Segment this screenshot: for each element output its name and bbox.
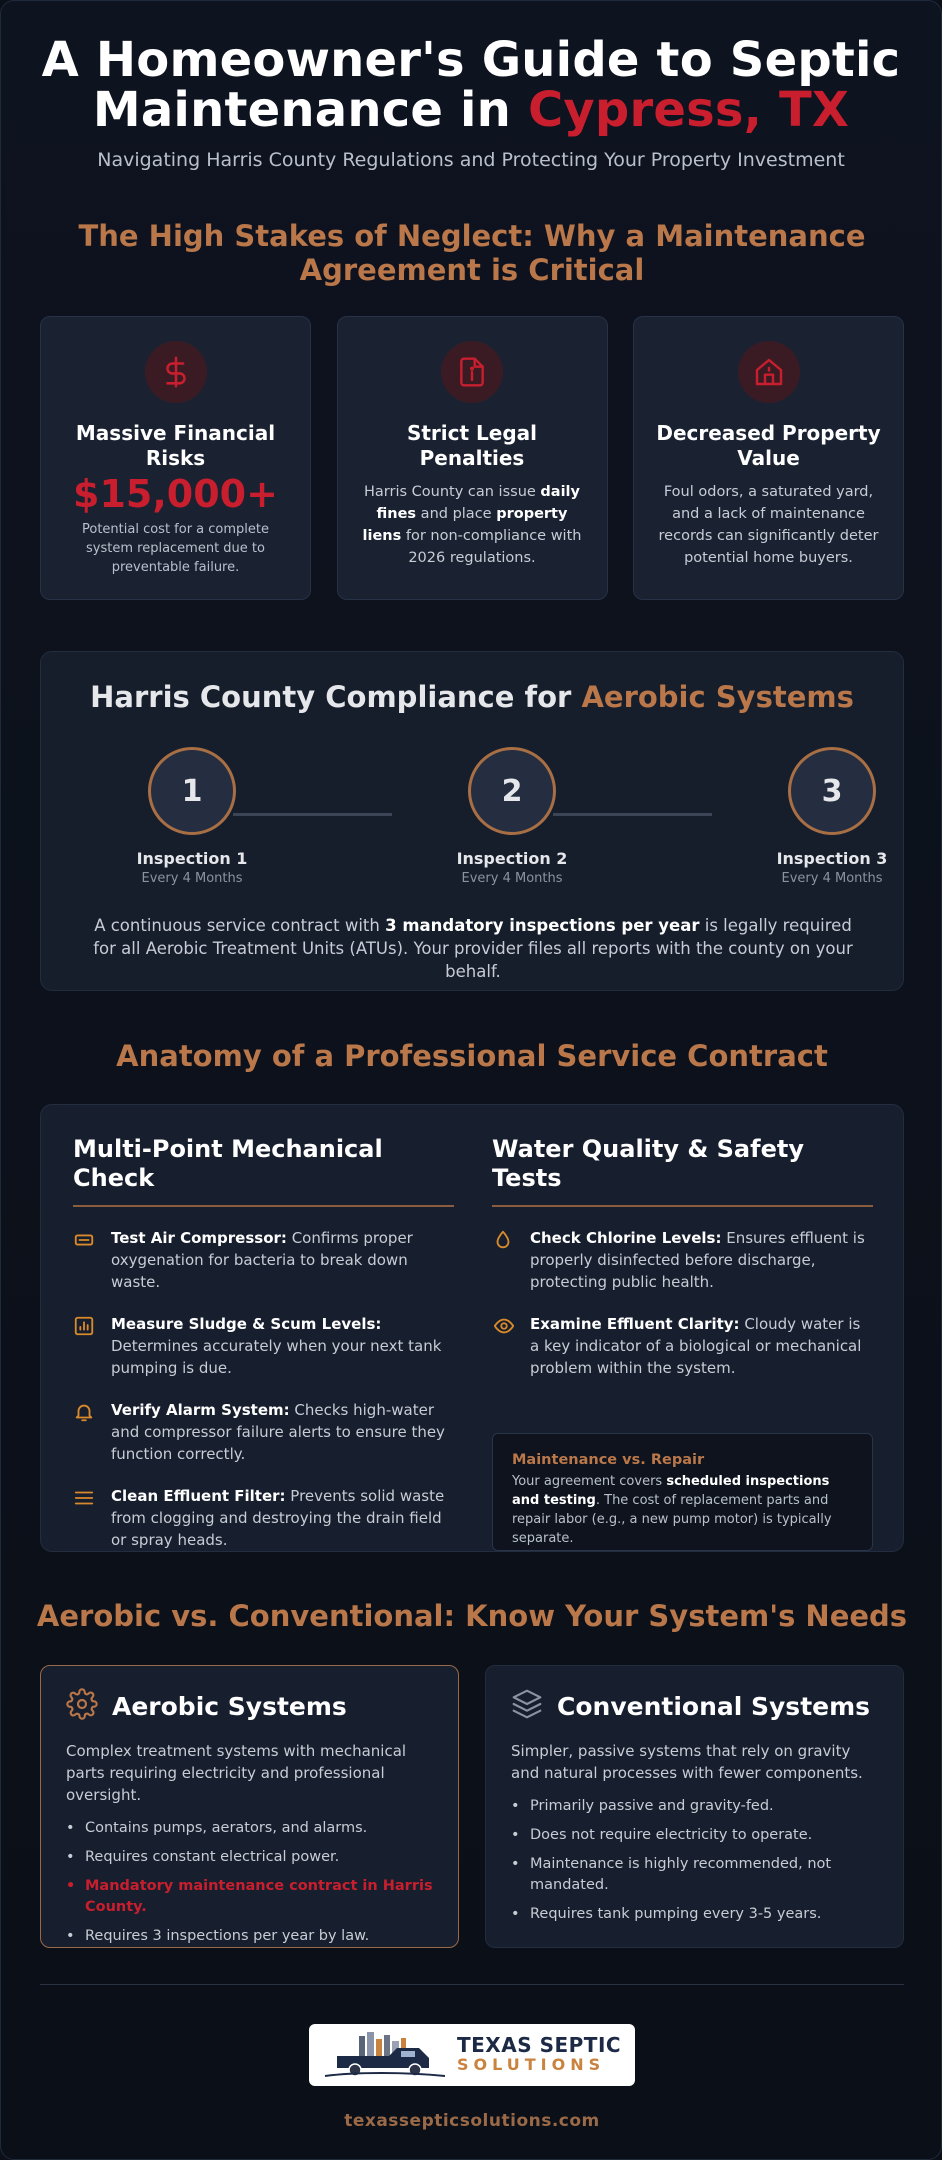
card-text: Harris County can issue daily fines and place property liens for non-compliance with 2026 regulations. bbox=[362, 484, 582, 566]
service-contract-panel bbox=[40, 1104, 904, 1552]
filter-icon bbox=[73, 1485, 111, 1551]
inspection-step bbox=[422, 747, 602, 886]
step-frequency: Every 4 Months bbox=[461, 871, 563, 886]
list-item: • Primarily passive and gravity-fed. bbox=[511, 1796, 878, 1817]
card-title: Conventional Systems bbox=[557, 1691, 871, 1721]
stakes-cards bbox=[40, 316, 904, 600]
card-title: Decreased Property Value bbox=[656, 421, 881, 470]
list-item: • Requires constant electrical power. bbox=[66, 1847, 433, 1868]
title-line-2: Maintenance in bbox=[92, 82, 512, 138]
bar-chart-icon bbox=[73, 1313, 111, 1379]
list-item: Measure Sludge & Scum Levels: Determines accurately when your next tank pumping is due. bbox=[73, 1313, 454, 1379]
page-title bbox=[1, 32, 941, 138]
column-heading: Water Quality & Safety Tests bbox=[492, 1135, 873, 1207]
list-item: • Maintenance is highly recommended, not mandated. bbox=[511, 1854, 878, 1896]
step-number: 3 bbox=[788, 747, 876, 835]
title-location: Cypress, TX bbox=[527, 82, 850, 138]
droplet-icon bbox=[492, 1227, 530, 1293]
logo-text-primary: TEXAS SEPTIC bbox=[457, 2033, 622, 2057]
conventional-systems-card bbox=[485, 1665, 904, 1948]
step-frequency: Every 4 Months bbox=[781, 871, 883, 886]
aerobic-systems-card bbox=[40, 1665, 459, 1948]
compliance-panel bbox=[40, 651, 904, 991]
list-item: Examine Effluent Clarity: Cloudy water is a key indicator of a biological or mechanical problem within the system. bbox=[492, 1313, 873, 1379]
card-title: Strict Legal Penalties bbox=[406, 421, 538, 470]
stakes-title: The High Stakes of Neglect: Why a Maintenance Agreement is Critical bbox=[78, 219, 866, 287]
maintenance-vs-repair-note bbox=[492, 1433, 873, 1551]
list-item: • Requires tank pumping every 3-5 years. bbox=[511, 1904, 878, 1925]
system-comparison bbox=[40, 1665, 904, 1948]
company-logo bbox=[309, 2024, 635, 2086]
anatomy-title: Anatomy of a Professional Service Contract bbox=[116, 1039, 828, 1073]
website-link[interactable]: texassepticsolutions.com bbox=[344, 2111, 600, 2131]
eye-icon bbox=[492, 1313, 530, 1379]
column-heading: Multi-Point Mechanical Check bbox=[73, 1135, 454, 1207]
title-line-1: A Homeowner's Guide to Septic bbox=[41, 32, 901, 88]
step-label: Inspection 1 bbox=[136, 849, 248, 868]
step-frequency: Every 4 Months bbox=[141, 871, 243, 886]
list-item: • Does not require electricity to operate. bbox=[511, 1825, 878, 1846]
gear-icon bbox=[66, 1688, 98, 1724]
house-icon bbox=[738, 341, 800, 403]
timeline-connector bbox=[553, 813, 712, 816]
list-item: Verify Alarm System: Checks high-water and compressor failure alerts to ensure they function correctly. bbox=[73, 1399, 454, 1465]
step-number: 1 bbox=[148, 747, 236, 835]
card-text: Potential cost for a complete system replacement due to preventable failure. bbox=[81, 522, 269, 575]
inspection-step bbox=[742, 747, 922, 886]
card-text: Foul odors, a saturated yard, and a lack of maintenance records can significantly deter potential home buyers. bbox=[658, 484, 879, 566]
logo-truck-icon bbox=[321, 2030, 449, 2080]
compressor-icon bbox=[73, 1227, 111, 1293]
bell-icon bbox=[73, 1399, 111, 1465]
cost-figure: $15,000+ bbox=[73, 472, 278, 516]
conventional-bullets bbox=[511, 1796, 878, 1925]
page-subtitle: Navigating Harris County Regulations and Protecting Your Property Investment bbox=[97, 149, 845, 171]
card-description: Simpler, passive systems that rely on gravity and natural processes with fewer components. bbox=[511, 1742, 863, 1782]
card-financial bbox=[40, 316, 311, 600]
compliance-title: Harris County Compliance for Aerobic Systems bbox=[90, 680, 854, 714]
footer-divider bbox=[40, 1984, 904, 1985]
systems-title: Aerobic vs. Conventional: Know Your System's Needs bbox=[36, 1599, 908, 1633]
note-title: Maintenance vs. Repair bbox=[512, 1452, 705, 1468]
card-title: Massive Financial Risks bbox=[75, 421, 276, 470]
note-body: Your agreement covers scheduled inspections and testing. The cost of replacement parts and repair labor (e.g., a new pump motor) is typically separate. bbox=[512, 1474, 832, 1546]
dollar-icon bbox=[145, 341, 207, 403]
list-item: • Contains pumps, aerators, and alarms. bbox=[66, 1818, 433, 1839]
list-item-mandatory: • Mandatory maintenance contract in Harris County. bbox=[66, 1876, 433, 1918]
list-item: Test Air Compressor: Confirms proper oxygenation for bacteria to break down waste. bbox=[73, 1227, 454, 1293]
document-icon bbox=[441, 341, 503, 403]
mechanical-check-column bbox=[73, 1135, 454, 1551]
aerobic-bullets bbox=[66, 1818, 433, 1947]
water-quality-column bbox=[492, 1135, 873, 1546]
card-title: Aerobic Systems bbox=[112, 1691, 347, 1721]
card-legal bbox=[337, 316, 608, 600]
inspection-step bbox=[102, 747, 282, 886]
compliance-text: A continuous service contract with 3 mandatory inspections per year is legally required for all Aerobic Treatment Units (ATUs). Your provider files all reports with the county on your behalf. bbox=[93, 916, 853, 981]
step-label: Inspection 3 bbox=[776, 849, 888, 868]
list-item: • Requires 3 inspections per year by law. bbox=[66, 1926, 433, 1947]
step-label: Inspection 2 bbox=[456, 849, 568, 868]
list-item: Check Chlorine Levels: Ensures effluent is properly disinfected before discharge, protecting public health. bbox=[492, 1227, 873, 1293]
card-description: Complex treatment systems with mechanical parts requiring electricity and professional oversight. bbox=[66, 1742, 407, 1804]
logo-text-secondary: SOLUTIONS bbox=[457, 2055, 606, 2074]
card-property bbox=[633, 316, 904, 600]
inspection-timeline bbox=[41, 747, 905, 887]
layers-icon bbox=[511, 1688, 543, 1724]
header bbox=[1, 1, 941, 171]
step-number: 2 bbox=[468, 747, 556, 835]
timeline-connector bbox=[233, 813, 392, 816]
list-item: Clean Effluent Filter: Prevents solid waste from clogging and destroying the drain field or spray heads. bbox=[73, 1485, 454, 1551]
